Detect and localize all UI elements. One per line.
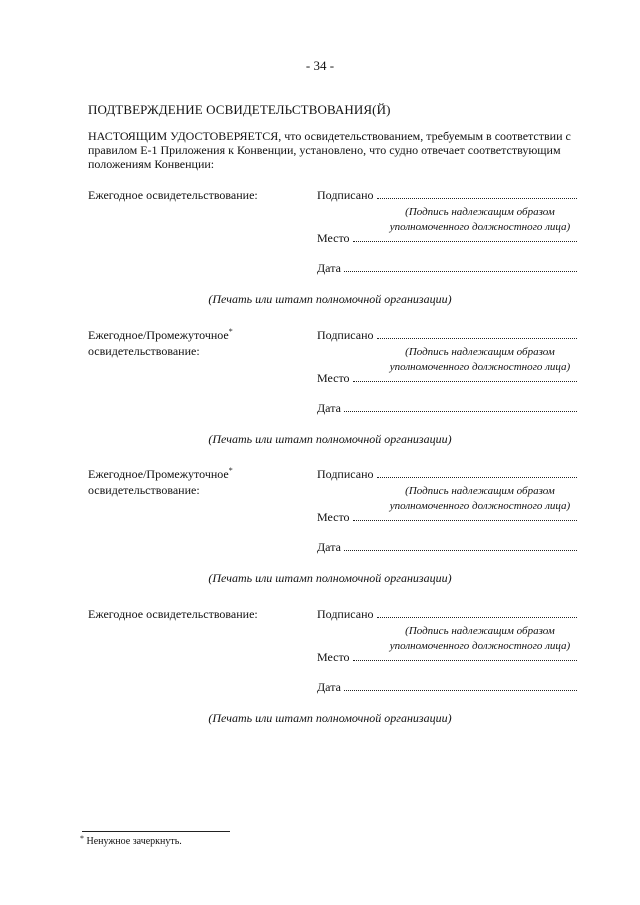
- place-field[interactable]: [317, 231, 577, 245]
- signature-note: (Подпись надлежащим образом уполномоченного должностного лица): [389, 485, 571, 512]
- signature-line[interactable]: [377, 616, 578, 618]
- survey-label-line1: Ежегодное освидетельствование:: [88, 607, 258, 621]
- stamp-note: (Печать или штамп полномочной организации): [208, 711, 452, 725]
- survey-label-line2: освидетельствование:: [88, 483, 200, 497]
- survey-label-line1: Ежегодное/Промежуточное: [88, 467, 229, 481]
- date-line[interactable]: [344, 270, 577, 272]
- signature-note: (Подпись надлежащим образом уполномоченного должностного лица): [389, 625, 571, 652]
- survey-label-line1: Ежегодное освидетельствование:: [88, 188, 258, 202]
- signed-field[interactable]: [317, 328, 577, 342]
- survey-label: [88, 188, 263, 204]
- survey-label: [88, 328, 263, 358]
- stamp-note: (Печать или штамп полномочной организации): [208, 432, 452, 446]
- date-label: Дата: [317, 540, 341, 554]
- place-field[interactable]: [317, 510, 577, 524]
- survey-label-line1: Ежегодное/Промежуточное: [88, 328, 229, 342]
- page-title: ПОДТВЕРЖДЕНИЕ ОСВИДЕТЕЛЬСТВОВАНИЯ(Й): [88, 102, 391, 117]
- signed-label: Подписано: [317, 188, 374, 202]
- date-line[interactable]: [344, 410, 577, 412]
- footnote-marker: *: [80, 834, 84, 843]
- date-label: Дата: [317, 401, 341, 415]
- place-field[interactable]: [317, 650, 577, 664]
- footnote-divider: [82, 831, 230, 832]
- place-line[interactable]: [353, 519, 577, 521]
- survey-label: [88, 467, 263, 497]
- stamp-note: (Печать или штамп полномочной организации): [208, 571, 452, 585]
- survey-asterisk: *: [228, 327, 233, 336]
- date-label: Дата: [317, 261, 341, 275]
- place-line[interactable]: [353, 380, 577, 382]
- survey-asterisk: *: [228, 466, 233, 475]
- survey-block-2: [0, 328, 640, 458]
- signature-note: (Подпись надлежащим образом уполномоченного должностного лица): [389, 346, 571, 373]
- date-field[interactable]: [317, 401, 577, 415]
- footnote: [80, 836, 182, 847]
- survey-block-1: [0, 188, 640, 318]
- intro-paragraph: НАСТОЯЩИМ УДОСТОВЕРЯЕТСЯ, что освидетельствованием, требуемым в соответствии с правилом Е-1 Приложения к Конвенции, установлено, что судно отвечает соответствующим положениям Конвенции:: [88, 129, 571, 171]
- place-label: Место: [317, 371, 350, 385]
- signed-label: Подписано: [317, 607, 374, 621]
- signed-field[interactable]: [317, 188, 577, 202]
- date-label: Дата: [317, 680, 341, 694]
- place-line[interactable]: [353, 659, 577, 661]
- signed-label: Подписано: [317, 328, 374, 342]
- signature-note: (Подпись надлежащим образом уполномоченного должностного лица): [389, 206, 571, 233]
- date-line[interactable]: [344, 549, 577, 551]
- date-field[interactable]: [317, 540, 577, 554]
- signed-label: Подписано: [317, 467, 374, 481]
- signature-line[interactable]: [377, 197, 578, 199]
- place-label: Место: [317, 510, 350, 524]
- survey-block-4: [0, 607, 640, 737]
- place-field[interactable]: [317, 371, 577, 385]
- stamp-note: (Печать или штамп полномочной организации): [208, 292, 452, 306]
- signature-line[interactable]: [377, 476, 578, 478]
- date-line[interactable]: [344, 689, 577, 691]
- survey-label-line2: освидетельствование:: [88, 344, 200, 358]
- date-field[interactable]: [317, 680, 577, 694]
- place-line[interactable]: [353, 240, 577, 242]
- page-number: - 34 -: [305, 58, 335, 73]
- signed-field[interactable]: [317, 607, 577, 621]
- place-label: Место: [317, 650, 350, 664]
- survey-label: [88, 607, 263, 623]
- place-label: Место: [317, 231, 350, 245]
- date-field[interactable]: [317, 261, 577, 275]
- footnote-text: Ненужное зачеркнуть.: [86, 836, 182, 847]
- signed-field[interactable]: [317, 467, 577, 481]
- survey-block-3: [0, 467, 640, 597]
- signature-line[interactable]: [377, 337, 578, 339]
